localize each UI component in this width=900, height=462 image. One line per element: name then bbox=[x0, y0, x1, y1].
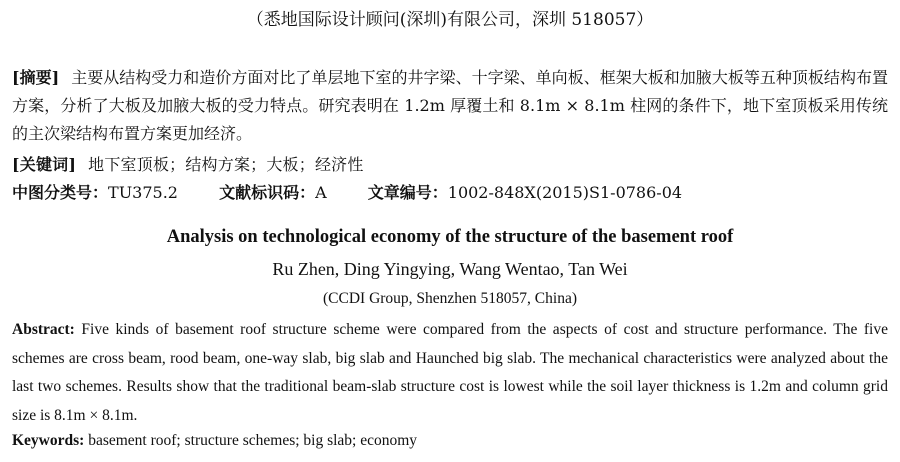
article-no-item bbox=[368, 183, 682, 202]
keywords-en-text: basement roof; structure schemes; big slab; economy bbox=[84, 432, 418, 449]
article-no-value: 1002-848X(2015)S1-0786-04 bbox=[447, 183, 683, 202]
keywords-cn-text: 地下室顶板；结构方案；大板；经济性 bbox=[88, 155, 364, 174]
abstract-en-label: Abstract: bbox=[12, 321, 75, 338]
clc-value: TU375.2 bbox=[108, 183, 178, 202]
doc-code-item bbox=[219, 183, 327, 202]
doc-code-value: A bbox=[315, 183, 327, 202]
title-en: Analysis on technological economy of the structure of the basement roof bbox=[166, 227, 734, 247]
classification-meta bbox=[12, 180, 888, 203]
keywords-cn-label: [关键词] bbox=[12, 155, 77, 174]
doc-code-label: 文献标识码： bbox=[219, 183, 316, 202]
abstract-cn-label: [摘要] bbox=[12, 68, 60, 87]
abstract-cn-text: 主要从结构受力和造价方面对比了单层地下室的井字梁、十字梁、单向板、框架大板和加腋大板等五种顶板结构布置方案，分析了大板及加腋大板的受力特点。研究表明在 1.2m 厚覆土和 8.1m × 8.1m 柱网的条件下，地下室顶板采用传统的主次梁结构布置方案更加经济。 bbox=[12, 68, 888, 143]
keywords-en bbox=[12, 432, 888, 450]
keywords-en-label: Keywords: bbox=[12, 432, 85, 449]
affiliation-cn: （悉地国际设计顾问(深圳)有限公司，深圳 518057） bbox=[246, 10, 654, 30]
keywords-cn bbox=[12, 152, 888, 175]
affiliation-en: (CCDI Group, Shenzhen 518057, China) bbox=[323, 290, 577, 307]
clc-label: 中图分类号： bbox=[12, 183, 109, 202]
abstract-en-text: Five kinds of basement roof structure scheme were compared from the aspects of cost and structure performance. The five schemes are cross beam, rood beam, one-way slab, big slab and Haunched big slab. The mechanical characteristics were analyzed about the last two schemes. Results show that the traditional beam-slab structure cost is lowest while the soil layer thickness is 1.2m and column grid size is 8.1m × 8.1m. bbox=[12, 321, 888, 424]
authors-en: Ru Zhen, Ding Yingying, Wang Wentao, Tan Wei bbox=[272, 259, 628, 279]
abstract-en bbox=[12, 316, 888, 430]
abstract-cn bbox=[12, 64, 888, 148]
article-no-label: 文章编号： bbox=[367, 183, 448, 202]
clc-item bbox=[12, 183, 178, 202]
